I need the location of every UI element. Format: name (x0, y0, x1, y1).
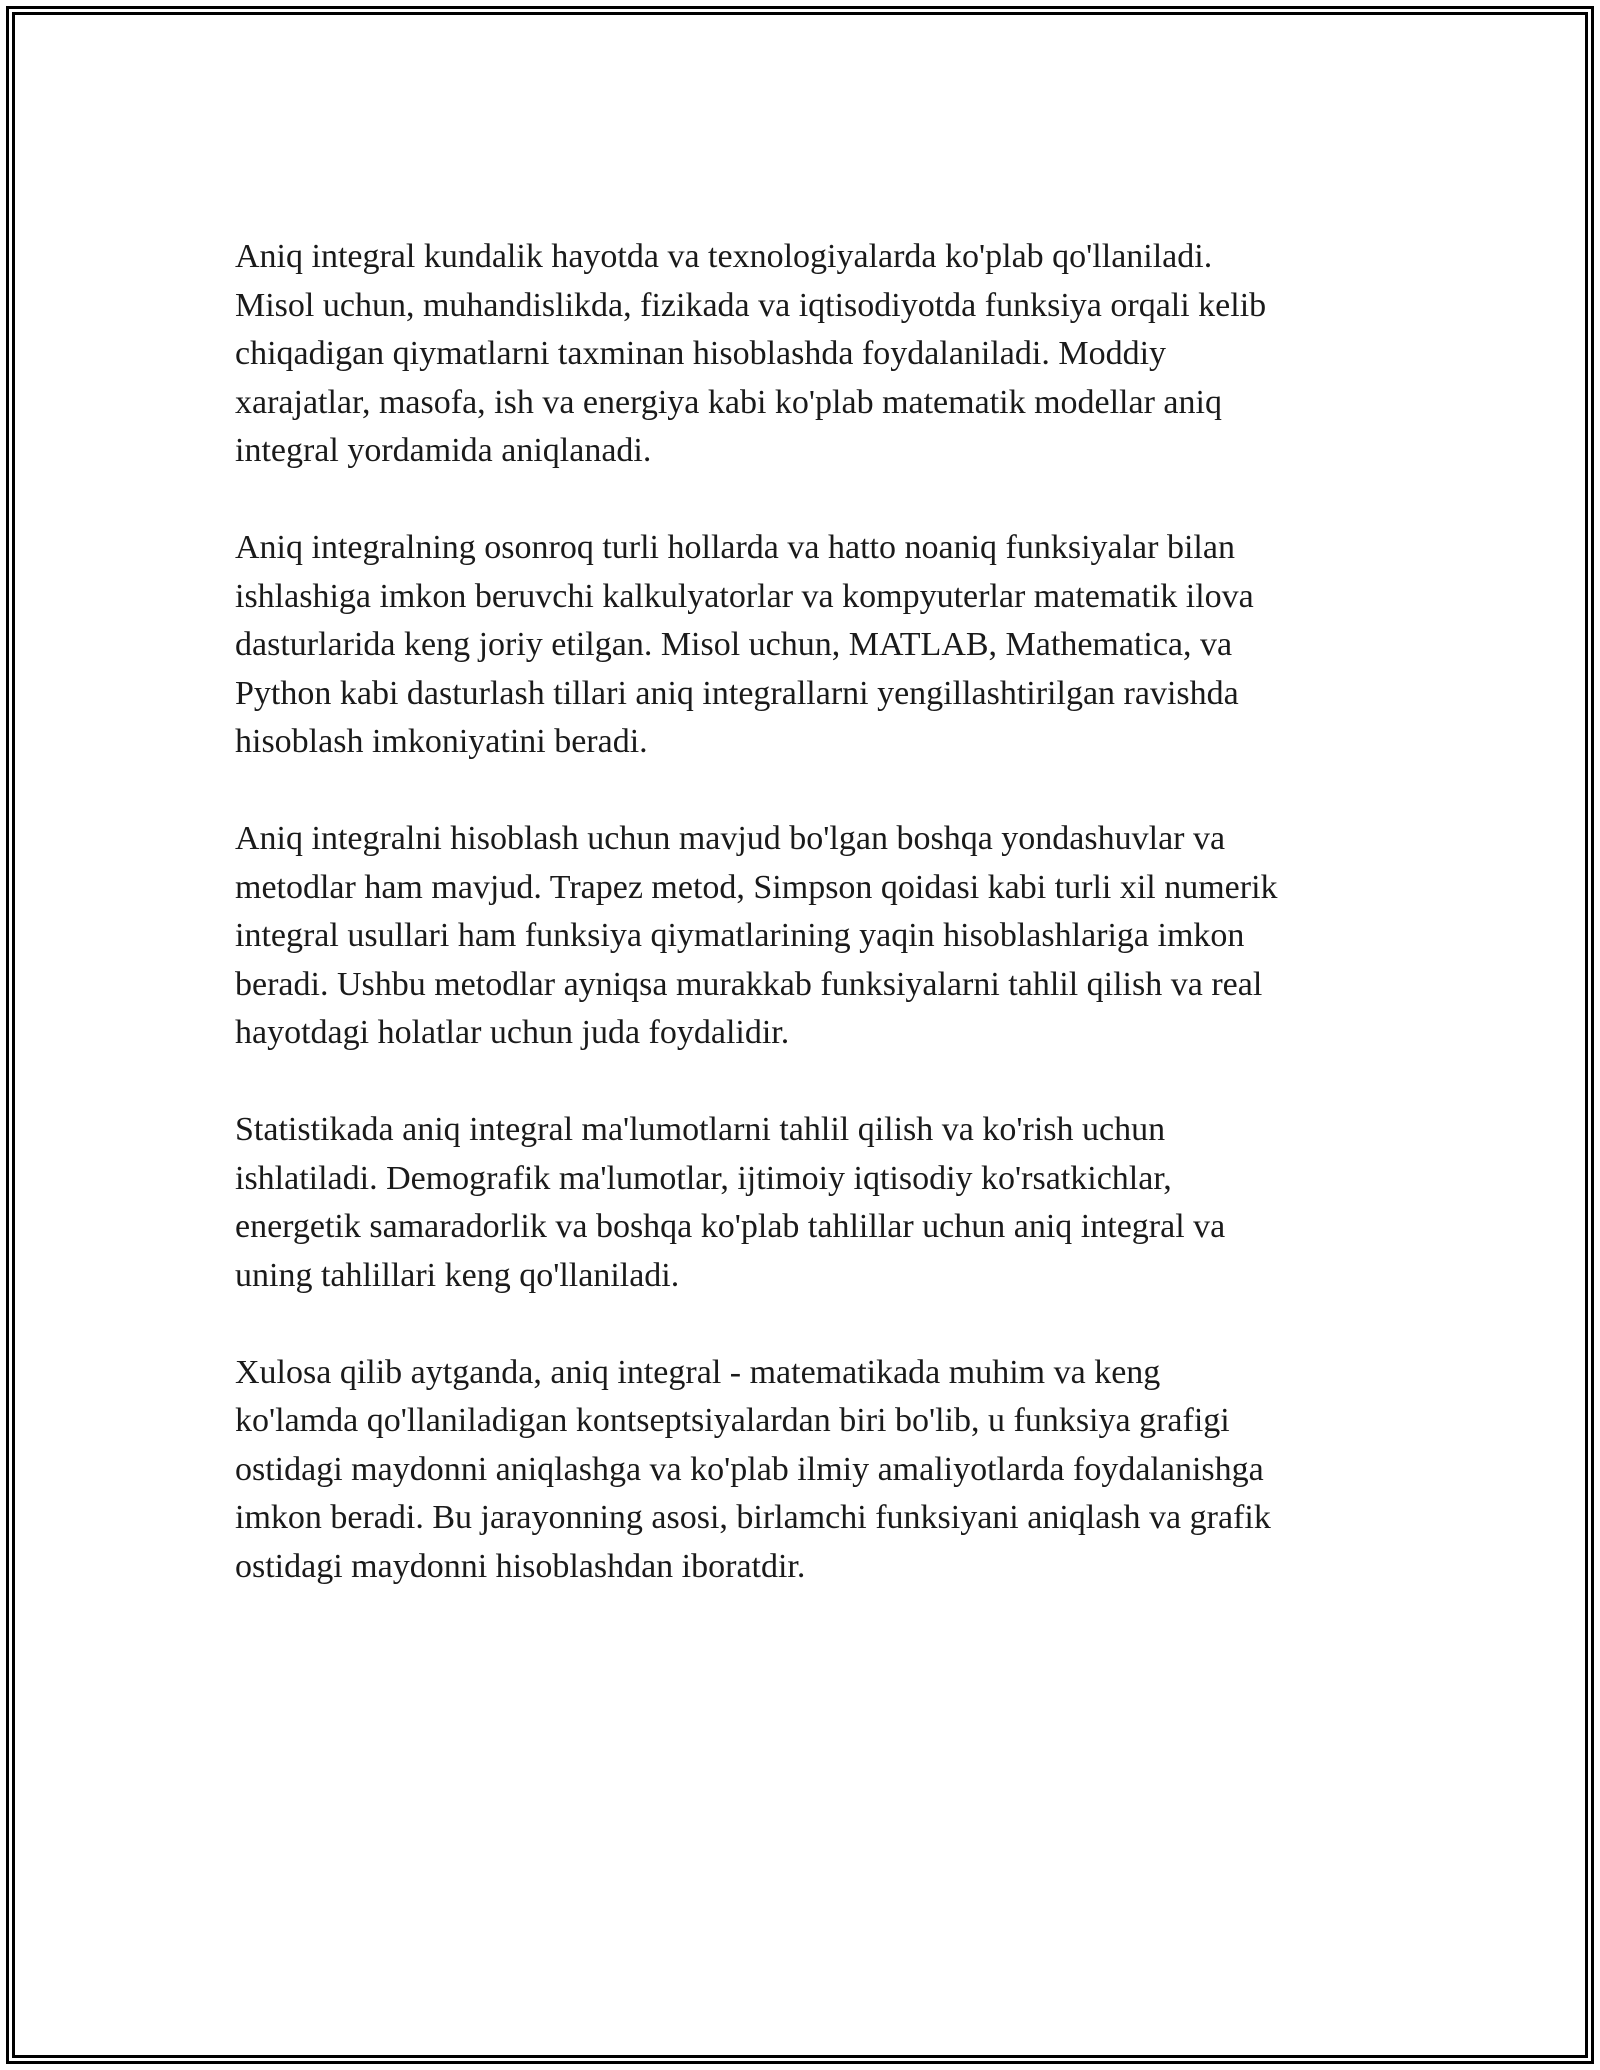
document-body (235, 233, 1375, 1640)
text-line: chiqadigan qiymatlarni taxminan hisoblashda foydalaniladi. Moddiy (235, 335, 1167, 372)
text-line: ostidagi maydonni hisoblashdan iboratdir. (235, 1547, 806, 1585)
text-line: hayotdagi holatlar uchun juda foydalidir. (235, 1014, 790, 1051)
paragraph-applications (235, 233, 1375, 476)
text-line: ostidagi maydonni aniqlashga va ko'plab ilmiy amaliyotlarda foydalanishga (235, 1450, 1264, 1488)
text-line: Aniq integral kundalik hayotda va texnologiyalarda ko'plab qo'llaniladi. (235, 238, 1213, 275)
text-line: dasturlarida keng joriy etilgan. Misol uchun, MATLAB, Mathematica, va (235, 626, 1233, 663)
paragraph-conclusion (235, 1349, 1375, 1592)
text-line: imkon beradi. Bu jarayonning asosi, birlamchi funksiyani aniqlash va grafik (235, 1499, 1271, 1536)
text-line: Python kabi dasturlash tillari aniq integrallarni yengillashtirilgan ravishda (235, 674, 1239, 712)
paragraph-statistics (235, 1106, 1375, 1300)
text-line: ishlashiga imkon beruvchi kalkulyatorlar va kompyuterlar matematik ilova (235, 577, 1254, 615)
paragraph-software (235, 524, 1375, 767)
text-line: hisoblash imkoniyatini beradi. (235, 723, 648, 760)
text-line: uning tahlillari keng qo'llaniladi. (235, 1256, 680, 1294)
text-line: beradi. Ushbu metodlar ayniqsa murakkab funksiyalarni tahlil qilish va real (235, 965, 1263, 1003)
text-line: integral usullari ham funksiya qiymatlarining yaqin hisoblashlariga imkon (235, 917, 1245, 954)
text-line: Misol uchun, muhandislikda, fizikada va iqtisodiyotda funksiya orqali kelib (235, 286, 1267, 324)
text-line: ko'lamda qo'llaniladigan kontseptsiyalardan biri bo'lib, u funksiya grafigi (235, 1402, 1230, 1439)
text-line: energetik samaradorlik va boshqa ko'plab tahlillar uchun aniq integral va (235, 1208, 1226, 1245)
text-line: Statistikada aniq integral ma'lumotlarni tahlil qilish va ko'rish uchun (235, 1111, 1166, 1148)
text-line: ishlatiladi. Demografik ma'lumotlar, ijtimoiy iqtisodiy ko'rsatkichlar, (235, 1159, 1172, 1197)
text-line: Aniq integralni hisoblash uchun mavjud bo'lgan boshqa yondashuvlar va (235, 820, 1226, 857)
text-line: metodlar ham mavjud. Trapez metod, Simpson qoidasi kabi turli xil numerik (235, 868, 1278, 906)
text-line: Aniq integralning osonroq turli hollarda va hatto noaniq funksiyalar bilan (235, 529, 1235, 566)
text-line: xarajatlar, masofa, ish va energiya kabi ko'plab matematik modellar aniq (235, 383, 1222, 421)
text-line: Xulosa qilib aytganda, aniq integral - matematikada muhim va keng (235, 1353, 1161, 1391)
text-line: integral yordamida aniqlanadi. (235, 432, 652, 469)
paragraph-numerical-methods (235, 815, 1375, 1058)
